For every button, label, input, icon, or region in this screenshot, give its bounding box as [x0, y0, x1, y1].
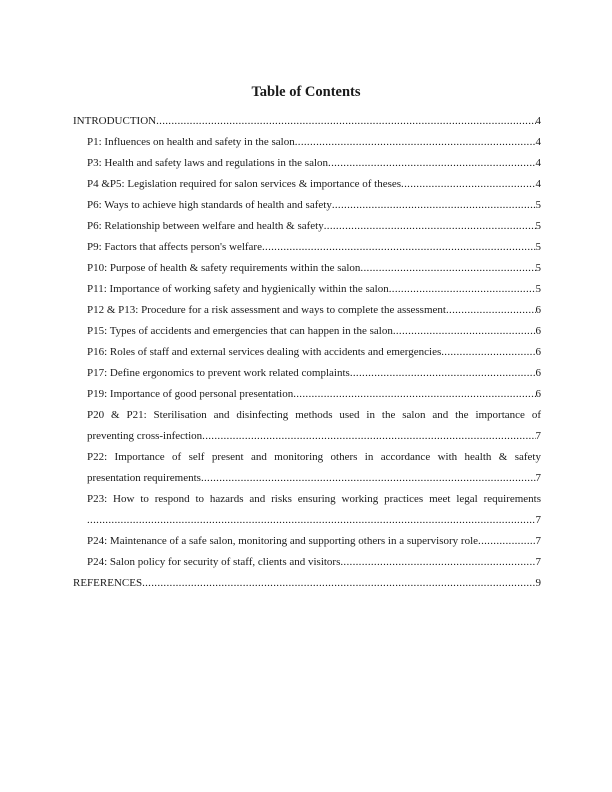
toc-entry[interactable] [73, 219, 541, 240]
toc-entry-page: 7 [535, 514, 541, 526]
toc-entry-page: 4 [535, 178, 541, 190]
toc-entry[interactable] [73, 135, 541, 156]
toc-entry-label-line1: P20 & P21: Sterilisation and disinfecting methods used in the salon and the importance of [87, 409, 541, 421]
toc-entry[interactable] [73, 345, 541, 366]
toc-entry-label: P4 &P5: Legislation required for salon services & importance of theses [87, 178, 402, 190]
toc-title: Table of Contents [251, 84, 361, 100]
toc-entry[interactable] [73, 240, 541, 261]
toc-entry-page: 7 [535, 535, 541, 547]
toc-entry-label-line1: P23: How to respond to hazards and risks ensuring working practices meet legal requirements [87, 493, 541, 505]
toc-entry[interactable] [73, 366, 541, 387]
toc-entry-references[interactable] [73, 576, 541, 597]
toc-entry-label: P16: Roles of staff and external services dealing with accidents and emergencies [87, 346, 442, 358]
toc-entry-label: P24: Maintenance of a safe salon, monitoring and supporting others in a supervisory role [87, 535, 479, 547]
toc-entry[interactable] [73, 303, 541, 324]
toc-entry-label: REFERENCES [73, 577, 143, 589]
toc-entry-page: 4 [535, 115, 541, 127]
toc-entry-page: 4 [535, 157, 541, 169]
toc-entry-label: P15: Types of accidents and emergencies that can happen in the salon [87, 325, 393, 337]
toc-entry[interactable] [73, 408, 541, 450]
toc-entry-page: 4 [535, 136, 541, 148]
toc-entry[interactable] [73, 324, 541, 345]
toc-entry-page: 5 [535, 262, 541, 274]
toc-entry-page: 7 [535, 430, 541, 442]
toc-entry-label: INTRODUCTION [73, 115, 157, 127]
toc-entry-label-line2: presentation requirements [87, 472, 201, 484]
toc-entry-page: 7 [535, 472, 541, 484]
toc-entry[interactable] [73, 492, 541, 534]
table-of-contents [73, 114, 541, 597]
toc-entry-page: 5 [535, 199, 541, 211]
toc-entry-label: P10: Purpose of health & safety requirements within the salon [87, 262, 361, 274]
toc-entry-page: 6 [535, 367, 541, 379]
toc-entry-page: 5 [535, 241, 541, 253]
toc-entry[interactable] [73, 198, 541, 219]
toc-entry[interactable] [73, 261, 541, 282]
toc-entry-page: 9 [535, 577, 541, 589]
toc-entry-page: 6 [535, 325, 541, 337]
toc-entry[interactable] [73, 555, 541, 576]
toc-entry-page: 5 [535, 283, 541, 295]
toc-entry-label: P1: Influences on health and safety in the salon [87, 136, 295, 148]
toc-entry-label: P6: Relationship between welfare and health & safety [87, 220, 324, 232]
toc-entry[interactable] [73, 156, 541, 177]
toc-entry-label: P19: Importance of good personal presentation [87, 388, 294, 400]
toc-entry[interactable] [73, 534, 541, 555]
toc-entry[interactable] [73, 387, 541, 408]
toc-entry-label: P3: Health and safety laws and regulations in the salon [87, 157, 329, 169]
toc-entry-label: P11: Importance of working safety and hygienically within the salon [87, 283, 389, 295]
toc-entry-page: 6 [535, 346, 541, 358]
toc-entry[interactable] [73, 177, 541, 198]
toc-entry-label: P6: Ways to achieve high standards of health and safety [87, 199, 332, 211]
toc-entry[interactable] [73, 450, 541, 492]
toc-entry-label-line2: preventing cross-infection [87, 430, 203, 442]
toc-entry-page: 6 [535, 388, 541, 400]
toc-entry-label-line1: P22: Importance of self present and monitoring others in accordance with health & safety [87, 451, 541, 463]
toc-entry-page: 6 [535, 304, 541, 316]
toc-entry-page: 5 [535, 220, 541, 232]
toc-entry-page: 7 [535, 556, 541, 568]
toc-entry-label: P17: Define ergonomics to prevent work related complaints [87, 367, 350, 379]
toc-entry-label: P12 & P13: Procedure for a risk assessment and ways to complete the assessment [87, 304, 446, 316]
toc-entry-label: P24: Salon policy for security of staff, clients and visitors [87, 556, 341, 568]
toc-entry-label: P9: Factors that affects person's welfare [87, 241, 262, 253]
toc-entry-introduction[interactable] [73, 114, 541, 135]
toc-entry[interactable] [73, 282, 541, 303]
